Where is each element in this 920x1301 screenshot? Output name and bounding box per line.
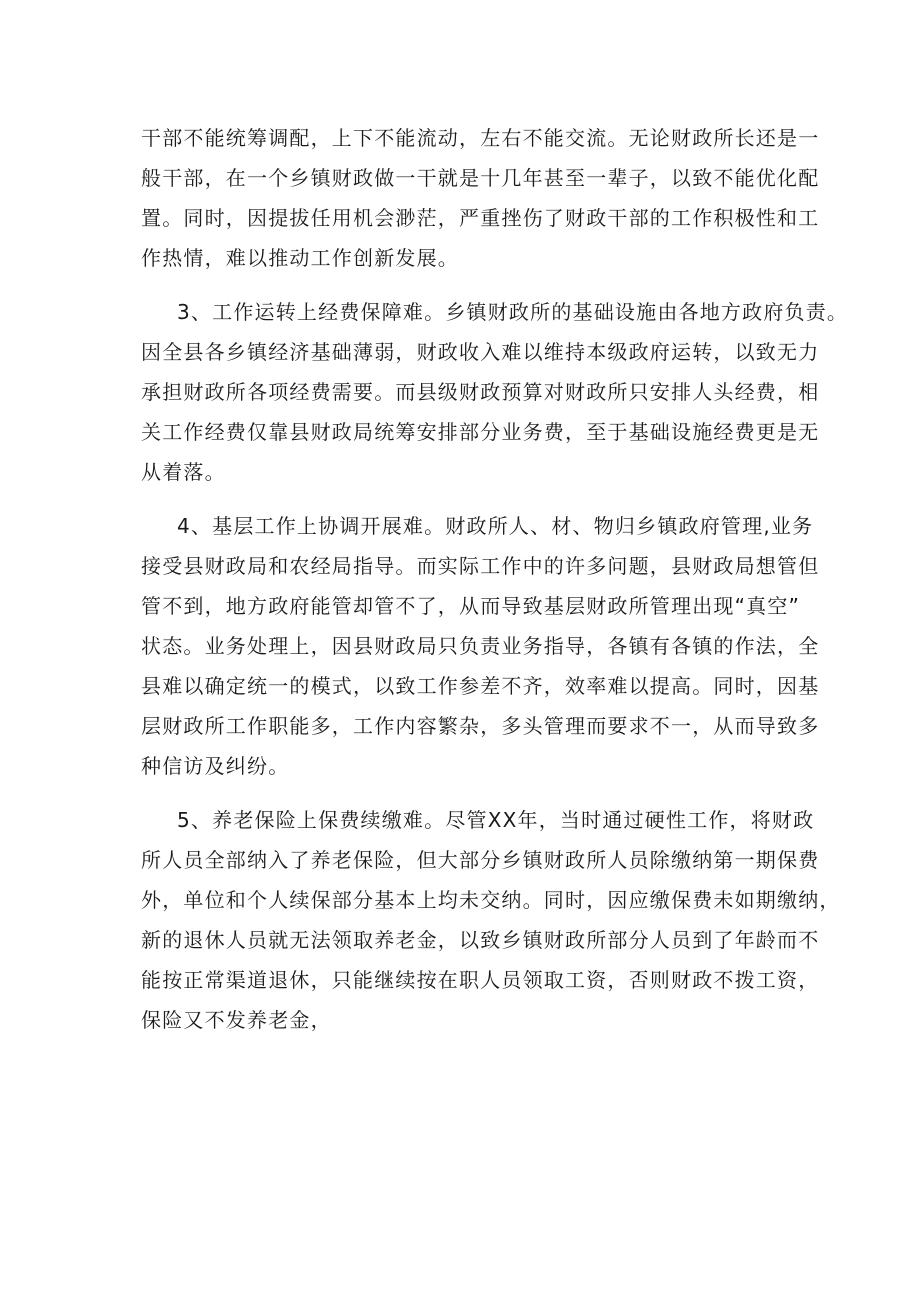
paragraph-line: 接受县财政局和农经局指导。而实际工作中的许多问题，县财政局想管但 xyxy=(141,554,820,578)
paragraph-line: 因全县各乡镇经济基础薄弱，财政收入难以维持本级政府运转，以致无力 xyxy=(141,340,820,364)
paragraph-line: 能按正常渠道退休，只能继续按在职人员领取工资，否则财政不拨工资， xyxy=(141,968,820,992)
paragraph-line: 关工作经费仅靠县财政局统筹安排部分业务费，至于基础设施经费更是无 xyxy=(141,420,820,444)
paragraph-line: 所人员全部纳入了养老保险，但大部分乡镇财政所人员除缴纳第一期保费 xyxy=(141,848,820,872)
paragraph-line: 作热情，难以推动工作创新发展。 xyxy=(141,246,459,270)
paragraph-gap xyxy=(141,492,801,506)
paragraph-line: 管不到，地方政府能管却管不了，从而导致基层财政所管理出现“真空” xyxy=(141,594,801,618)
paragraph-2 xyxy=(141,292,849,492)
paragraph-line: 般干部，在一个乡镇财政做一干就是十几年甚至一辈子，以致不能优化配 xyxy=(141,166,820,190)
paragraph-4 xyxy=(141,800,841,1040)
paragraph-line: 置。同时，因提拔任用机会渺茫，严重挫伤了财政干部的工作积极性和工 xyxy=(141,206,820,230)
paragraph-line: 从着落。 xyxy=(141,460,226,484)
paragraph-gap xyxy=(141,786,801,800)
paragraph-line: 种信访及纠纷。 xyxy=(141,754,290,778)
paragraph-line: 3、工作运转上经费保障难。乡镇财政所的基础设施由各地方政府负责。 xyxy=(177,300,849,324)
paragraph-line: 县难以确定统一的模式，以致工作参差不齐，效率难以提高。同时，因基 xyxy=(141,674,820,698)
body-text xyxy=(141,118,849,1040)
paragraph-line: 状态。业务处理上，因县财政局只负责业务指导，各镇有各镇的作法，全 xyxy=(141,634,820,658)
paragraph-line: 保险又不发养老金， xyxy=(141,1008,332,1032)
paragraph-line: 干部不能统筹调配，上下不能流动，左右不能交流。无论财政所长还是一 xyxy=(141,126,820,150)
paragraph-line: 层财政所工作职能多，工作内容繁杂，多头管理而要求不一，从而导致多 xyxy=(141,714,820,738)
paragraph-3 xyxy=(141,506,820,786)
paragraph-line: 外，单位和个人续保部分基本上均未交纳。同时，因应缴保费未如期缴纳， xyxy=(141,888,841,912)
paragraph-line: 5、养老保险上保费续缴难。尽管XX年，当时通过硬性工作，将财政 xyxy=(177,808,815,832)
paragraph-line: 4、基层工作上协调开展难。财政所人、材、物归乡镇政府管理,业务 xyxy=(177,514,814,538)
paragraph-1 xyxy=(141,118,820,278)
paragraph-line: 承担财政所各项经费需要。而县级财政预算对财政所只安排人头经费，相 xyxy=(141,380,820,404)
paragraph-gap xyxy=(141,278,801,292)
paragraph-line: 新的退休人员就无法领取养老金，以致乡镇财政所部分人员到了年龄而不 xyxy=(141,928,820,952)
